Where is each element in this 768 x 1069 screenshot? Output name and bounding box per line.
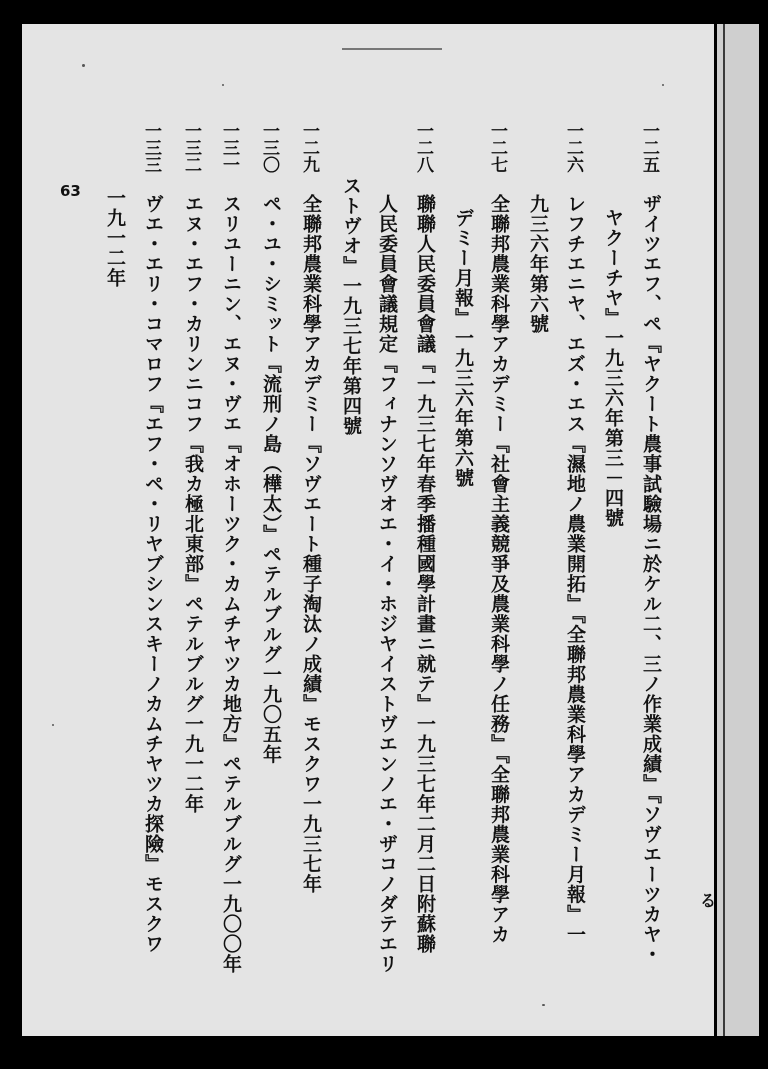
entry-text-line: 全聯邦農業科學アカデミー『ソヴエート種子淘汰ノ成績』モスクワ一九三七年: [300, 194, 322, 894]
entry-number: 一二五: [639, 122, 659, 173]
entry-text-line: スリユーニン、エヌ・ヴエ『オホーツク・カムチヤツカ地方』ペテルブルグ一九〇〇年: [220, 194, 242, 974]
margin-mark: る: [700, 891, 717, 910]
entry-text-line: ヤクーチヤ』一九三六年第三－四號: [602, 208, 624, 528]
entry-text-line: デミー月報』一九三六年第六號: [452, 208, 474, 488]
scan-speck: [52, 724, 54, 726]
entry-text-line: 一九一二年: [104, 188, 126, 288]
book-page: [22, 24, 717, 1036]
entry-text-line: ペ・ユ・シミット『流刑ノ島（樺太）』ペテルブルグ一九〇五年: [260, 194, 282, 765]
entry-text-line: エヌ・エフ・カリンニコフ『我カ極北東部』ペテルブルグ一九一二年: [182, 194, 204, 814]
entry-number: 一二八: [413, 122, 433, 173]
entry-text-line: 九三六年第六號: [527, 194, 549, 334]
entry-number: 一三二: [181, 122, 201, 173]
top-rule: [342, 48, 442, 50]
page-number: 63: [60, 182, 81, 200]
entry-number: 一二九: [299, 122, 319, 173]
entry-number: 一二七: [487, 122, 507, 173]
entry-text-line: 聯聯人民委員會議『一九三七年春季播種國學計畫ニ就テ』一九三七年二月二日附蘇聯: [414, 194, 436, 954]
page-fold-line: [723, 24, 725, 1036]
scan-speck: [662, 84, 664, 86]
entry-text-line: 人民委員會議規定『フィナンソヴオエ・イ・ホジヤイストヴエンノエ・ザコノダテエリ: [376, 194, 398, 974]
entry-text-line: ヴエ・エリ・コマロフ『エフ・ペ・リヤブシンスキーノカムチヤツカ探險』モスクワ: [142, 194, 164, 954]
entry-number: 一二六: [563, 122, 583, 173]
adjacent-page-edge: [717, 24, 759, 1036]
entry-text-line: レフチエニヤ、エズ・エス『濕地ノ農業開拓』『全聯邦農業科學アカデミー月報』一: [564, 194, 586, 945]
scan-speck: [222, 84, 224, 86]
entry-number: 一三〇: [259, 122, 279, 173]
entry-number: 一三一: [219, 122, 239, 173]
entry-number: 一三三: [141, 122, 161, 173]
entry-text-line: 全聯邦農業科學アカデミー『社會主義競爭及農業科學ノ任務』『全聯邦農業科學アカ: [488, 194, 510, 945]
scan-speck: [82, 64, 85, 67]
entry-text-line: ストヴオ』一九三七年第四號: [340, 176, 362, 436]
scan-speck: [542, 1004, 545, 1006]
entry-text-line: ザイツエフ、ペ『ヤクート農事試驗場ニ於ケル二、三ノ作業成績』『ソヴエーツカヤ・: [640, 194, 662, 965]
